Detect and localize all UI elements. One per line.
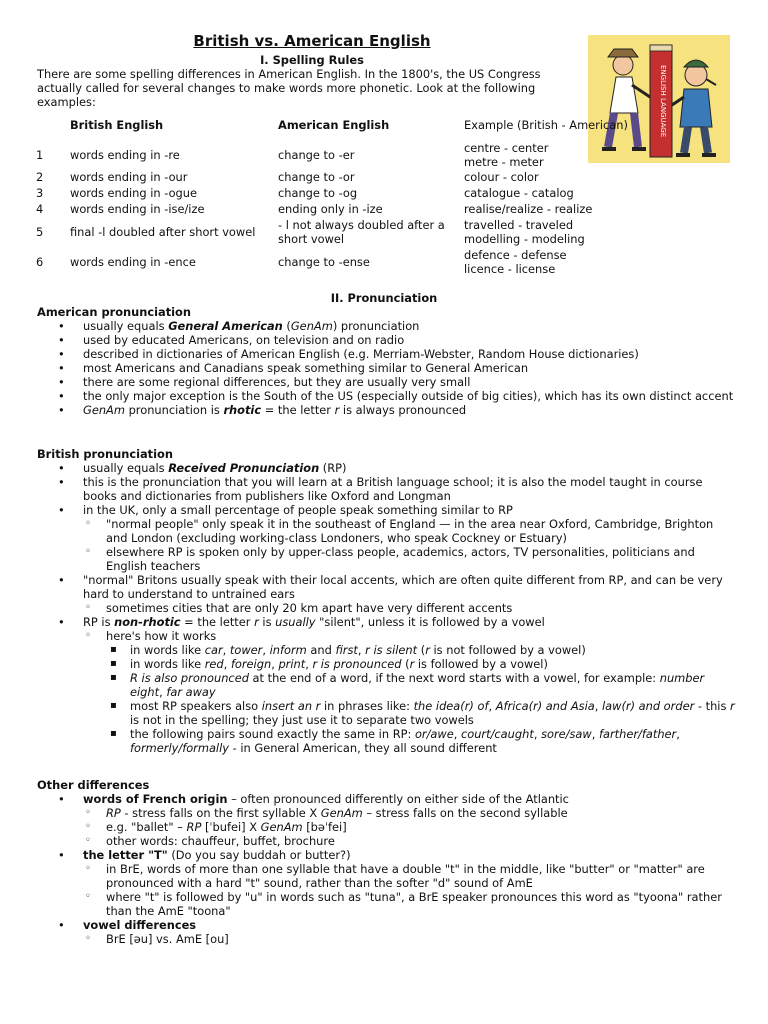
list-item: • used by educated Americans, on television and on radio [37,333,737,347]
british-rule: words ending in -ise/ize [70,202,205,216]
table-row [28,185,644,201]
section-heading: British pronunciation [37,447,173,461]
table-row [28,140,644,169]
spelling-intro: There are some spelling differences in American English. In the 1800's, the US Congress actually called for several changes to make words more phonetic. Look at the following examples: [37,67,541,109]
spelling-rules-heading: I. Spelling Rules [260,53,364,67]
british-rule: words ending in -ogue [70,186,197,200]
american-rule: - l not always doubled after a short vowel [278,218,445,246]
list-item: • usually equals Received Pronunciation (RP) [37,461,737,475]
table-header-row [28,110,644,140]
american-rule: change to -er [278,147,355,162]
list-item: • usually equals General American (GenAm) pronunciation [37,319,737,333]
row-number: 2 [36,170,44,184]
british-rule: words ending in -ence [70,255,196,269]
document-title: British vs. American English [193,32,431,50]
american-rule: change to -or [278,170,355,184]
column-header-british: British English [70,118,164,132]
list-item: ◦ where "t" is followed by "u" in words such as "tuna", a BrE speaker pronounces this word as "tyoona" rather than the AmE "toona" [83,890,737,918]
list-item: ◦ "normal people" only speak it in the southeast of England — in the area near Oxford, Cambridge, Brighton and London (excluding working-class Londoners, who speak Cockney or Estuary) [83,517,737,545]
list-item: ▪ in words like red, foreign, print, r is pronounced (r is followed by a vowel) [106,657,737,671]
example-cell: catalogue - catalog [464,186,574,200]
row-number: 5 [36,225,44,239]
row-number: 4 [36,202,44,216]
list-item: ▪ R is also pronounced at the end of a word, if the next word starts with a vowel, for example: number eight, far away [106,671,737,699]
list-item: ◦ sometimes cities that are only 20 km apart have very different accents [83,601,737,615]
example-cell: travelled - traveled modelling - modeling [464,218,585,246]
table-row [28,217,644,247]
example-cell: centre - center metre - meter [464,140,549,169]
british-pronunciation-section [37,447,737,755]
table-row [28,201,644,217]
list-item: ◦ here's how it works ▪ in words like car, tower, inform and first, r is silent (r is not followed by a vowel) ▪ in words like red, foreign, print, r is pronounced (r is followed by a vowel) ▪ R is also pronounced at the end of a word, if the next word starts with a vowel, for example: number eight, far away ▪ most RP speakers also insert an r in phrases like: the idea(r) of, Africa(r) and Asia, law(r) and order - this r is not in the spelling; they just use it to separate two vowels ▪ the following pairs sound exactly the same in RP: or/awe, court/caught, sore/saw, farther/father, formerly/formally - in General American, they all sound different [83,629,737,755]
column-header-example: Example (British - American) [464,118,628,132]
list-item: • this is the pronunciation that you will learn at a British language school; it is also the model taught in course books and dictionaries from publishers like Oxford and Longman [37,475,737,503]
list-item: ◦ RP - stress falls on the first syllable X GenAm – stress falls on the second syllable [83,806,737,820]
other-differences-section [37,778,737,946]
american-rule: change to -og [278,186,358,200]
table-row [28,169,644,185]
british-rule: final -l doubled after short vowel [70,225,256,239]
row-number: 3 [36,186,44,200]
british-rule: words ending in -re [70,147,180,162]
example-cell: defence - defense licence - license [464,248,567,276]
section-heading: Other differences [37,778,150,792]
american-rule: ending only in -ize [278,202,383,216]
list-item: ◦ e.g. "ballet" – RP [ˈbufei] X GenAm [bəˈfei] [83,820,737,834]
other-list [37,792,737,946]
spelling-rules-table [28,110,644,277]
list-item: • RP is non-rhotic = the letter r is usually "silent", unless it is followed by a vowel ◦ here's how it works ▪ in words like car, tower, inform and first, r is silent (r is not followed by a vowel) ▪ in words like red, foreign, print, r is pronounced (r is followed by a vowel) ▪ R is also pronounced at the end of a word, if the next word starts with a vowel, for example: number eight, far away ▪ most RP speakers also insert an r in phrases like: the idea(r) of, Africa(r) and Asia, law(r) and order - this r is not in the spelling; they just use it to separate two vowels ▪ the following pairs sound exactly the same in RP: or/awe, court/caught, sore/saw, farther/father, formerly/formally - in General American, they all sound different [37,615,737,755]
list-item: ▪ in words like car, tower, inform and first, r is silent (r is not followed by a vowel) [106,643,737,657]
list-item: • in the UK, only a small percentage of people speak something similar to RP ◦ "normal people" only speak it in the southeast of England — in the area near Oxford, Cambridge, Brighton and London (excluding working-class Londoners, who speak Cockney or Estuary) ◦ elsewhere RP is spoken only by upper-class people, academics, actors, TV personalities, politicians and English teachers [37,503,737,573]
list-item: • vowel differences ◦ BrE [əu] vs. AmE [ou] [37,918,737,946]
example-cell: colour - color [464,170,539,184]
section-heading: American pronunciation [37,305,191,319]
american-pronunciation-section [37,305,737,417]
row-number: 1 [36,147,44,162]
column-header-american: American English [278,118,390,132]
list-item: ◦ BrE [əu] vs. AmE [ou] [83,932,737,946]
list-item: • GenAm pronunciation is rhotic = the letter r is always pronounced [37,403,737,417]
list-item: • described in dictionaries of American English (e.g. Merriam-Webster, Random House dictionaries) [37,347,737,361]
list-item: ▪ the following pairs sound exactly the same in RP: or/awe, court/caught, sore/saw, farther/father, formerly/formally - in General American, they all sound different [106,727,737,755]
table-row [28,247,644,277]
british-list [37,461,737,755]
book-label: ENGLISH LANGUAGE [659,65,667,138]
list-item: ◦ other words: chauffeur, buffet, brochure [83,834,737,848]
british-rule: words ending in -our [70,170,188,184]
row-number: 6 [36,255,44,269]
list-item: • "normal" Britons usually speak with their local accents, which are often quite different from RP, and can be very hard to understand to untrained ears ◦ sometimes cities that are only 20 km apart have very different accents [37,573,737,615]
example-cell: realise/realize - realize [464,202,593,216]
list-item: • words of French origin – often pronounced differently on either side of the Atlantic ◦ RP - stress falls on the first syllable X GenAm – stress falls on the second syllable ◦ e.g. "ballet" – RP [ˈbufei] X GenAm [bəˈfei] ◦ other words: chauffeur, buffet, brochure [37,792,737,848]
list-item: • the only major exception is the South of the US (especially outside of big cities), which has its own distinct accent [37,389,737,403]
american-list [37,319,737,417]
pronunciation-heading: II. Pronunciation [330,291,438,305]
list-item: ▪ most RP speakers also insert an r in phrases like: the idea(r) of, Africa(r) and Asia, law(r) and order - this r is not in the spelling; they just use it to separate two vowels [106,699,737,727]
list-item: ◦ elsewhere RP is spoken only by upper-class people, academics, actors, TV personalities, politicians and English teachers [83,545,737,573]
list-item: • the letter "T" (Do you say buddah or butter?) ◦ in BrE, words of more than one syllable that have a double "t" in the middle, like "butter" or "matter" are pronounced with a hard "t" sound, rather than the softer "d" sound of AmE ◦ where "t" is followed by "u" in words such as "tuna", a BrE speaker pronounces this word as "tyoona" rather than the AmE "toona" [37,848,737,918]
american-rule: change to -ense [278,255,370,269]
list-item: • there are some regional differences, but they are usually very small [37,375,737,389]
list-item: • most Americans and Canadians speak something similar to General American [37,361,737,375]
list-item: ◦ in BrE, words of more than one syllable that have a double "t" in the middle, like "butter" or "matter" are pronounced with a hard "t" sound, rather than the softer "d" sound of AmE [83,862,737,890]
